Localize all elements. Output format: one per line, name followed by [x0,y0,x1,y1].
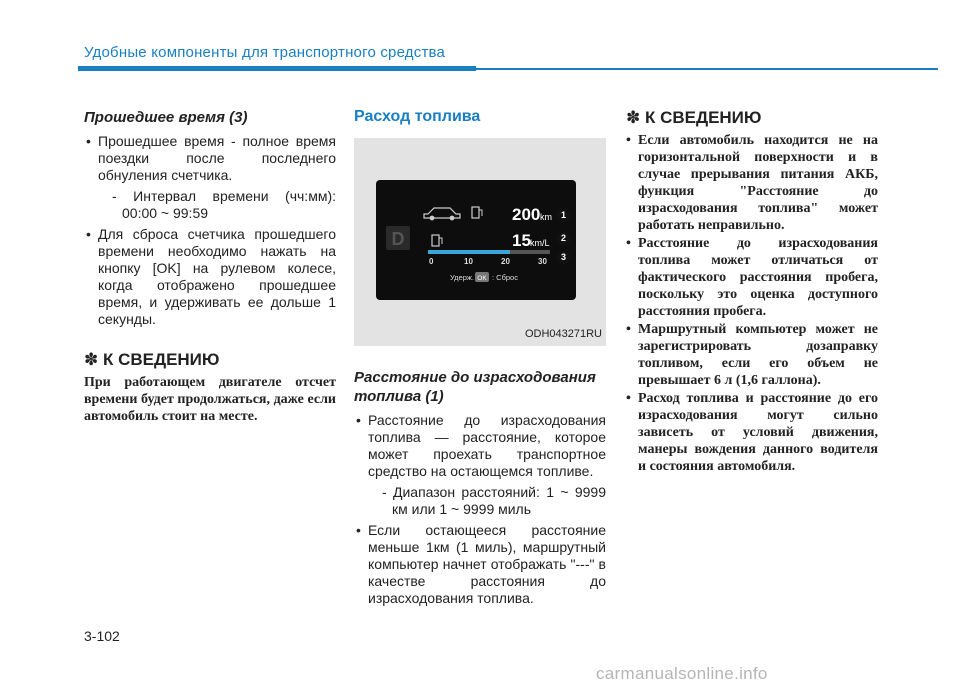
dash-item: - Интервал времени (чч:мм): 00:00 ~ 99:59 [112,188,336,221]
economy-value: 15 [512,231,531,250]
callout-1: 1 [557,209,570,222]
scale-label: 10 [464,257,473,266]
cluster-display [376,180,576,300]
list-item [84,133,336,222]
range-value: 200 [512,205,541,224]
economy-unit: km/L [530,238,550,248]
note-list [626,132,878,475]
scale-fill [428,250,510,254]
list-item: • Расход топлива и расстояние до его израсходования могут сильно зависеть от условий движения, манеры вождения данного водителя и состояния автомобиля. [626,390,878,475]
figure-code: ODH043271RU [524,328,602,340]
ok-label: OK [477,275,487,282]
callout-2: 2 [557,232,570,245]
hold-label: Удерж. [450,273,474,282]
section-title-fuel: Расход топлива [354,108,481,125]
car-icon [424,208,460,220]
bullet-list [84,133,336,328]
column-left [84,108,336,425]
column-middle [354,108,606,611]
list-item: • Маршрутный компьютер может не зарегистрировать дозаправку топливом, если его объем не превышает 6 л (1,6 галлона). [626,321,878,389]
list-item: • Если остающееся расстояние меньше 1км (1 миль), маршрутный компьютер начнет отображать "---" в качестве расстояния до израсходования топлива. [354,522,606,607]
dash-item: - Диапазон расстояний: 1 ~ 9999 км или 1 ~ 9999 миль [382,484,606,517]
fuel-pump-icon [472,207,482,218]
scale-label: 20 [501,257,510,266]
note-title: ✽ К СВЕДЕНИЮ [84,350,220,369]
subhead-range: Расстояние до израсходования топлива (1) [354,369,596,405]
callout-3: 3 [557,251,570,264]
list-item-text: Расстояние до израсходования топлива — расстояние, которое может проехать транспортное средство на остающемся топливе. [368,412,606,479]
page-number: 3-102 [84,628,120,644]
fuel-pump-icon [432,235,442,246]
range-unit: km [540,212,552,222]
list-item: • Расстояние до израсходования топлива может отличаться от фактического расстояния пробега, поскольку это оценка доступного расстояния пробега. [626,235,878,320]
note-text: При работающем двигателе отсчет времени будет продолжаться, даже если автомобиль стоит на месте. [84,375,336,424]
subhead-elapsed-time: Прошедшее время (3) [84,109,248,126]
column-right [626,108,878,476]
bullet-list [354,412,606,607]
reset-label: : Сброс [492,273,518,282]
header-rule-thick [78,66,476,71]
section-header-title: Удобные компоненты для транспортного средства [84,44,446,61]
gear-indicator: D [391,229,405,249]
note-title: ✽ К СВЕДЕНИЮ [626,108,762,127]
list-item: • Если автомобиль находится не на горизонтальной поверхности и в случае прерывания питания АКБ, функция "Расстояние до израсходования топлива" может работать неправильно. [626,132,878,234]
cluster-graphic [376,180,576,300]
list-item [354,412,606,518]
scale-label: 30 [538,257,547,266]
scale-label: 0 [429,257,434,266]
list-item-text: Прошедшее время - полное время поездки после последнего обнуления счетчика. [98,133,336,183]
watermark: carmanualsonline.info [596,664,768,683]
header-rule-thin [476,68,938,70]
cluster-figure [354,138,606,346]
list-item: • Для сброса счетчика прошедшего времени необходимо нажать на кнопку [OK] на рулевом колесе, когда отображено прошедшее время, и удерживать ее дольше 1 секунды. [84,226,336,328]
